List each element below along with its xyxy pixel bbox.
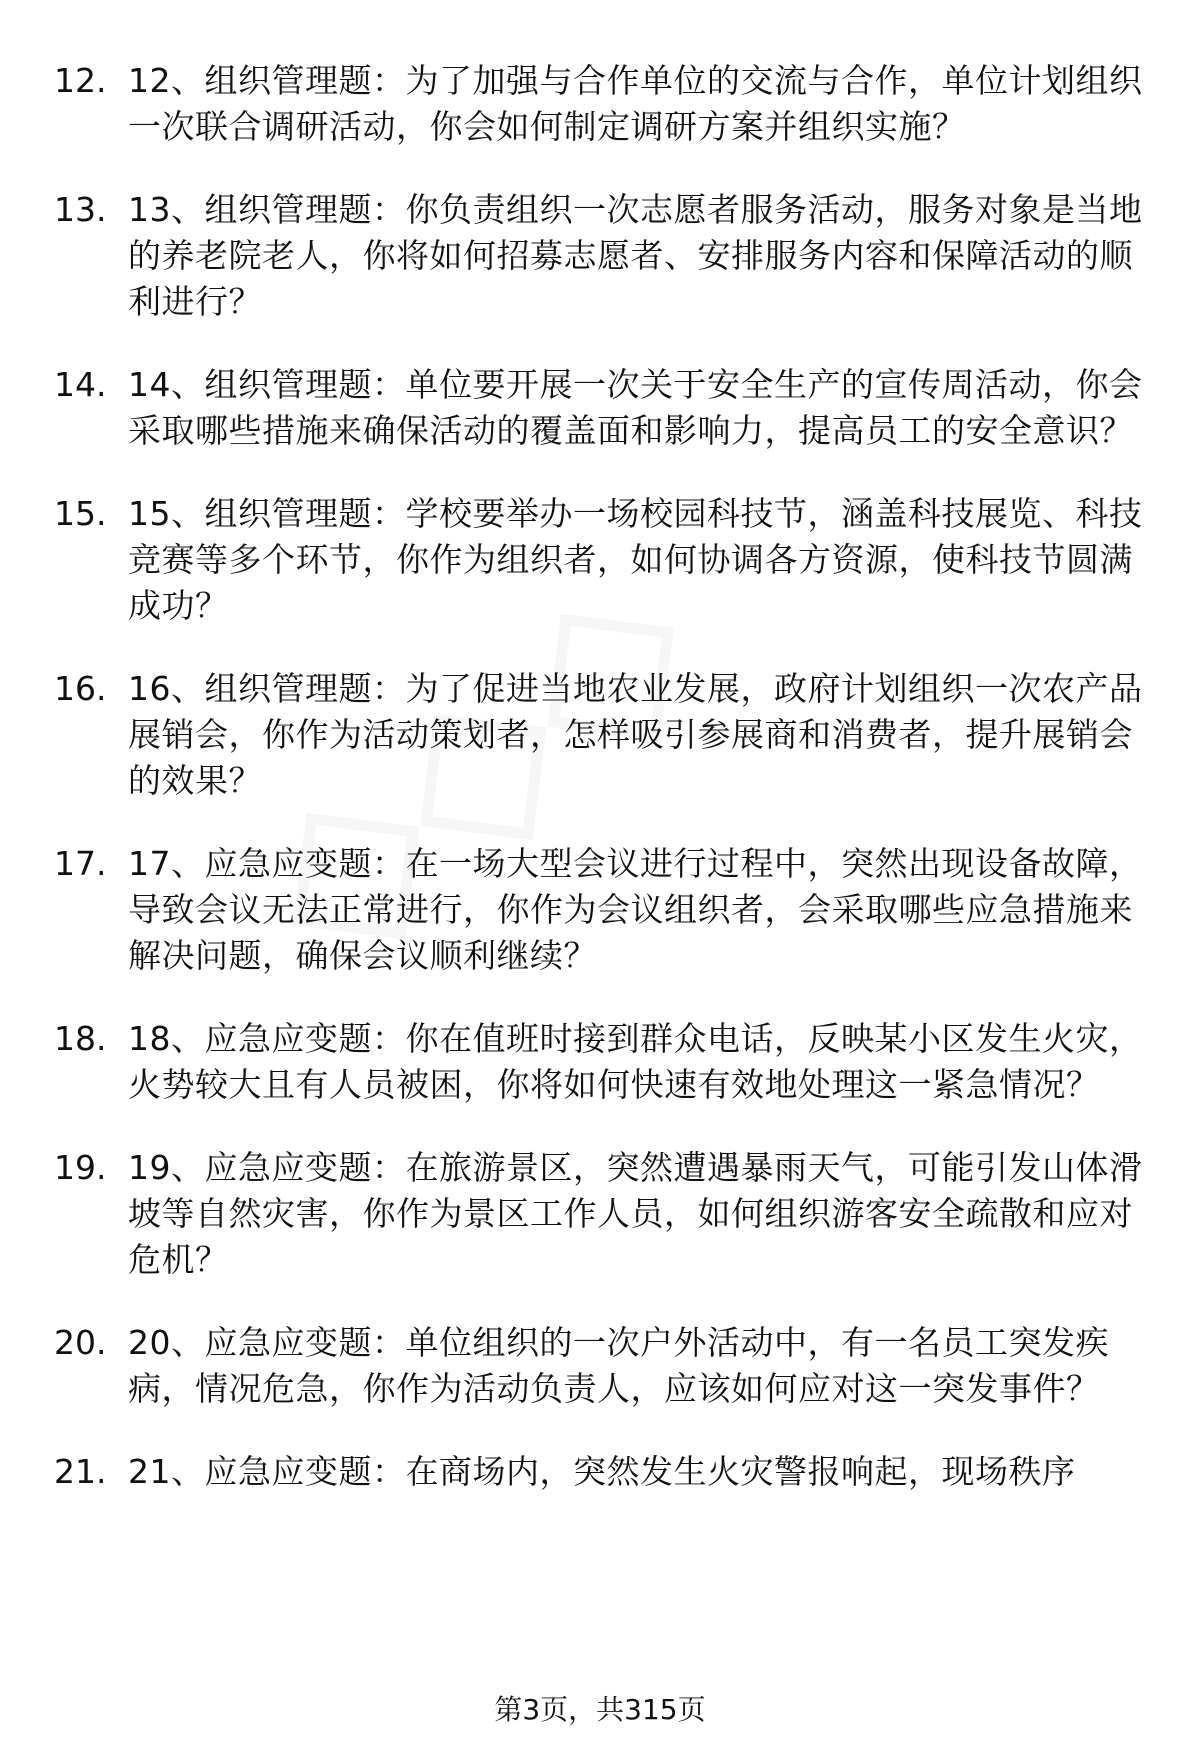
list-item-text: 18、应急应变题：你在值班时接到群众电话，反映某小区发生火灾，火势较大且有人员被困，你将如何快速有效地处理这一紧急情况？ xyxy=(128,1019,1143,1104)
list-item-text: 20、应急应变题：单位组织的一次户外活动中，有一名员工突发疾病，情况危急，你作为活动负责人，应该如何应对这一突发事件？ xyxy=(128,1323,1109,1408)
list-item-number: 16. xyxy=(54,669,107,708)
list-item-text: 19、应急应变题：在旅游景区，突然遭遇暴雨天气，可能引发山体滑坡等自然灾害，你作为景区工作人员，如何组织游客安全疏散和应对危机？ xyxy=(128,1148,1143,1279)
list-item-text: 14、组织管理题：单位要开展一次关于安全生产的宣传周活动，你会采取哪些措施来确保活动的覆盖面和影响力，提高员工的安全意识？ xyxy=(128,365,1143,450)
list-item-number: 13. xyxy=(54,190,107,229)
list-item-text: 16、组织管理题：为了促进当地农业发展，政府计划组织一次农产品展销会，你作为活动策划者，怎样吸引参展商和消费者，提升展销会的效果？ xyxy=(128,669,1143,800)
list-item xyxy=(0,1145,1200,1283)
list-item xyxy=(0,58,1200,150)
list-item-text: 17、应急应变题：在一场大型会议进行过程中，突然出现设备故障，导致会议无法正常进行，你作为会议组织者，会采取哪些应急措施来解决问题，确保会议顺利继续？ xyxy=(128,844,1143,975)
list-item xyxy=(0,1016,1200,1108)
list-item-number: 19. xyxy=(54,1148,107,1187)
list-item-text: 21、应急应变题：在商场内，突然发生火灾警报响起，现场秩序 xyxy=(128,1452,1076,1491)
list-item xyxy=(0,1449,1200,1495)
list-item xyxy=(0,666,1200,804)
list-item xyxy=(0,841,1200,979)
list-item-number: 14. xyxy=(54,365,107,404)
list-item-number: 12. xyxy=(54,61,107,100)
list-item-text: 15、组织管理题：学校要举办一场校园科技节，涵盖科技展览、科技竞赛等多个环节，你作为组织者，如何协调各方资源，使科技节圆满成功？ xyxy=(128,494,1143,625)
question-list xyxy=(0,58,1200,1532)
list-item-number: 17. xyxy=(54,844,107,883)
list-item xyxy=(0,491,1200,629)
page-footer: 第3页，共315页 xyxy=(494,1693,706,1726)
list-item-text: 13、组织管理题：你负责组织一次志愿者服务活动，服务对象是当地的养老院老人，你将如何招募志愿者、安排服务内容和保障活动的顺利进行？ xyxy=(128,190,1143,321)
list-item-number: 20. xyxy=(54,1323,107,1362)
list-item-number: 15. xyxy=(54,494,107,533)
list-item xyxy=(0,1320,1200,1412)
list-item xyxy=(0,362,1200,454)
list-item-text: 12、组织管理题：为了加强与合作单位的交流与合作，单位计划组织一次联合调研活动，你会如何制定调研方案并组织实施？ xyxy=(128,61,1143,146)
list-item xyxy=(0,187,1200,325)
list-item-number: 18. xyxy=(54,1019,107,1058)
list-item-number: 21. xyxy=(54,1452,107,1491)
